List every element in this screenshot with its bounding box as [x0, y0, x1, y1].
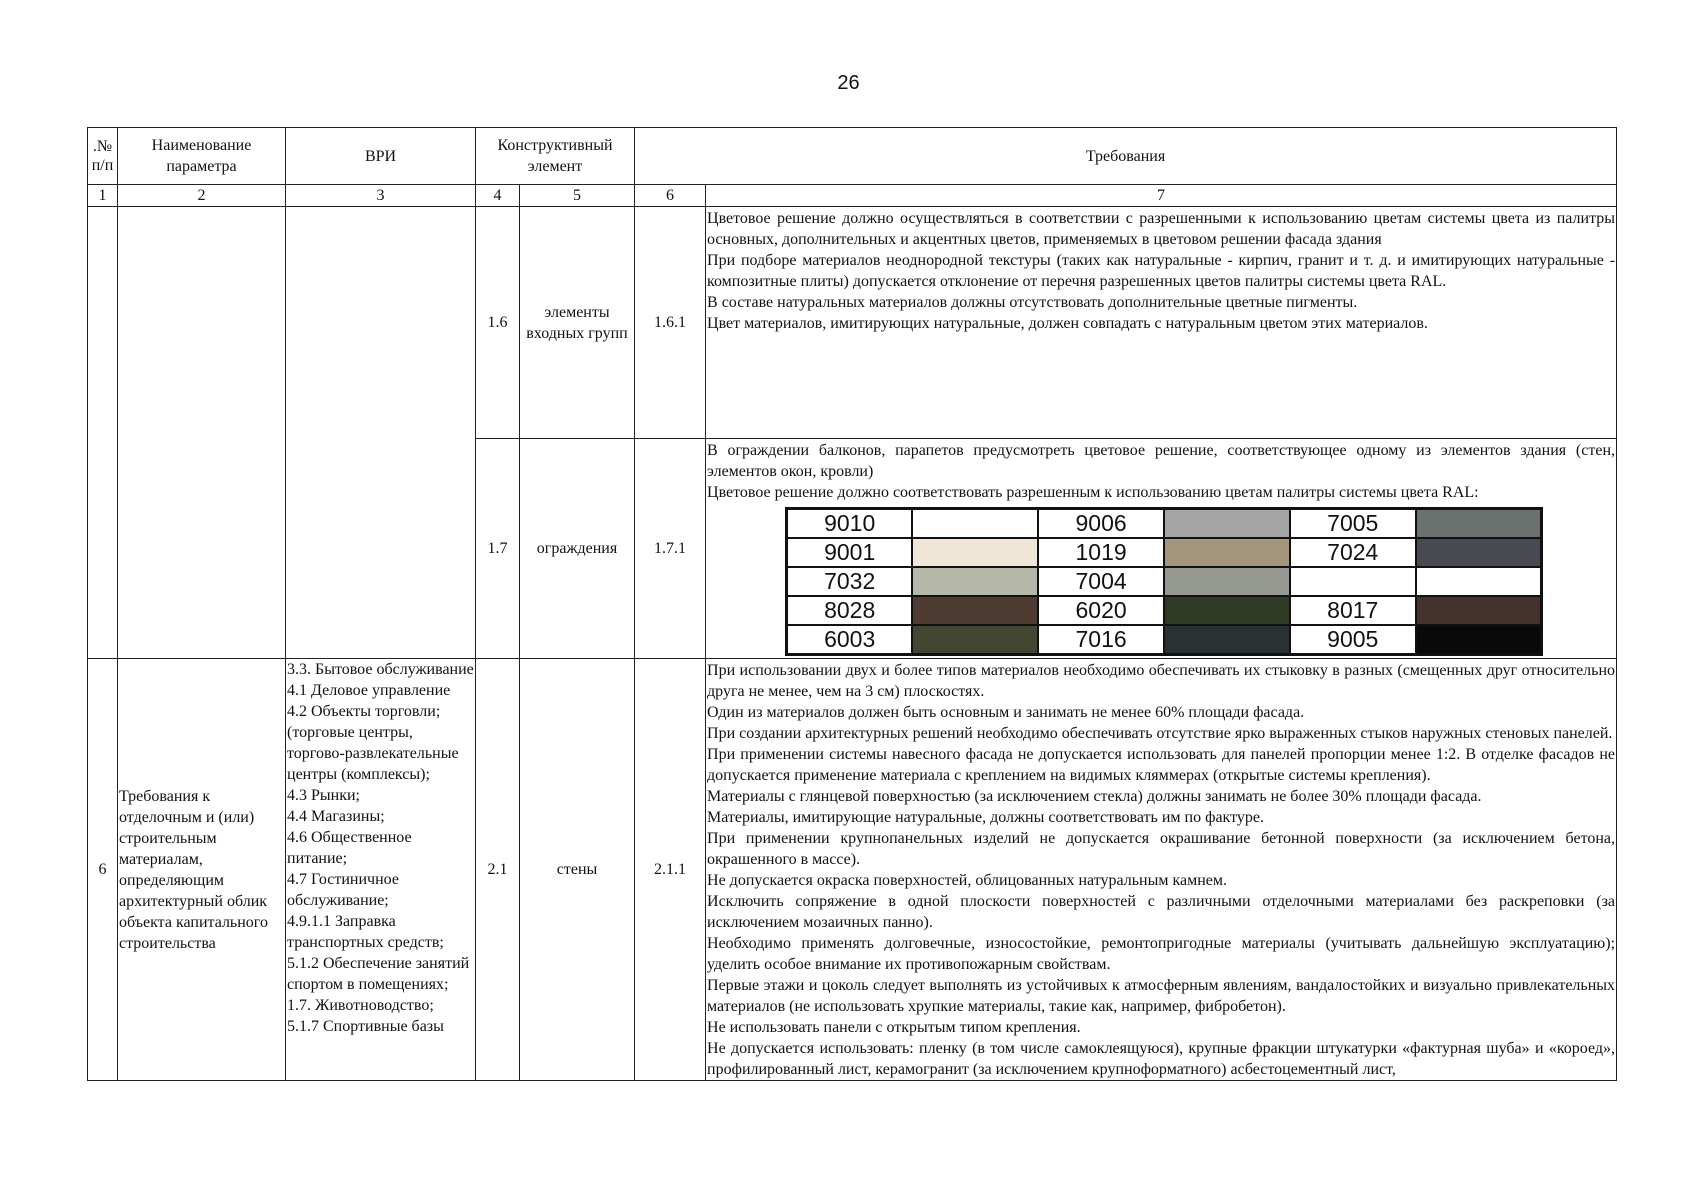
number-cell-empty: [88, 207, 118, 659]
requirement-text: Не использовать панели с открытым типом крепления.: [707, 1019, 1081, 1036]
requirement-text: Не допускается использовать: пленку (в том числе самоклеящуюся), крупные фракции штукатурки «фактурная шуба» и «короед», профилированный лист, керамогранит (за исключением крупноформатного) асбестоцементный лист,: [707, 1040, 1616, 1078]
ral-swatch: [1416, 625, 1542, 655]
ral-swatch: [1164, 625, 1290, 655]
ral-swatch: [912, 596, 1038, 625]
ral-swatch: [912, 509, 1038, 539]
column-number: 2: [118, 185, 286, 207]
element-cell: ограждения: [520, 439, 635, 659]
ral-swatch: [1416, 567, 1542, 596]
ral-code: 7005: [1290, 509, 1416, 539]
requirement-text: Первые этажи и цоколь следует выполнять из устойчивых к атмосферным явлениям, вандалостойких и визуально привлекательных материалов (не использовать хрупкие материалы, такие как, например, фибробетон).: [707, 977, 1616, 1015]
parameter-cell: Требования к отделочным и (или) строительным материалам, определяющим архитектурный облик объекта капитального строительства: [118, 659, 286, 1081]
ral-palette-table: [785, 507, 1543, 656]
requirement-text: Цветовое решение должно осуществляться в соответствии с разрешенными к использованию цветам системы цвета из палитры основных, дополнительных и акцентных цветов, применяемых в цветовом решении фасада здания: [707, 210, 1616, 248]
page-number: 26: [837, 72, 860, 94]
vri-item: 4.6 Общественное питание;: [287, 829, 412, 867]
ral-swatch: [912, 567, 1038, 596]
number-cell: 6: [88, 659, 118, 1081]
ral-swatch: [1164, 596, 1290, 625]
sub-number-cell: 2.1: [476, 659, 520, 1081]
column-numbers-row: [88, 185, 1617, 207]
requirement-text: Исключить сопряжение в одной плоскости поверхностей с различными отделочными материалами без раскреповки (за исключением мозаичных панно).: [707, 893, 1616, 931]
header-cell-number: .№ п/п: [88, 128, 118, 185]
vri-item: 4.2 Объекты торговли; (торговые центры, торгово-развлекательные центры (комплексы);: [287, 703, 459, 783]
header-row: [88, 128, 1617, 185]
ral-row: [787, 567, 1542, 596]
requirement-text: При применении системы навесного фасада не допускается использовать для панелей пропорции менее 1:2. В отделке фасадов не допускается применение материала с креплением на видимых кляммерах (открытые системы крепления).: [707, 746, 1616, 784]
vri-item: 4.3 Рынки;: [287, 787, 360, 804]
requirement-text: В составе натуральных материалов должны отсутствовать дополнительные цветные пигменты.: [707, 294, 1358, 311]
requirement-text: Цвет материалов, имитирующих натуральные, должен совпадать с натуральным цветом этих материалов.: [707, 315, 1428, 332]
requirement-text: Необходимо применять долговечные, износостойкие, ремонтопригодные материалы (учитывать дальнейшую эксплуатацию); уделить особое внимание их противопожарным свойствам.: [707, 935, 1616, 973]
requirement-number-cell: 1.6.1: [635, 207, 706, 439]
ral-swatch: [1416, 538, 1542, 567]
element-cell: стены: [520, 659, 635, 1081]
parameter-cell-empty: [118, 207, 286, 659]
ral-code: 9006: [1038, 509, 1164, 539]
ral-code: 6020: [1038, 596, 1164, 625]
vri-item: 4.7 Гостиничное обслуживание;: [287, 871, 399, 909]
requirement-text: Не допускается окраска поверхностей, облицованных натуральным камнем.: [707, 872, 1228, 889]
ral-swatch: [912, 625, 1038, 655]
requirement-text: В ограждении балконов, парапетов предусмотреть цветовое решение, соответствующее одному из элементов здания (стен, элементов окон, кровли): [707, 442, 1616, 480]
ral-code: 8028: [787, 596, 913, 625]
ral-code: 9010: [787, 509, 913, 539]
ral-swatch: [1416, 596, 1542, 625]
vri-item: 4.4 Магазины;: [287, 808, 385, 825]
column-number: 4: [476, 185, 520, 207]
ral-code: 9001: [787, 538, 913, 567]
ral-code: 6003: [787, 625, 913, 655]
column-number: 1: [88, 185, 118, 207]
requirement-text: Один из материалов должен быть основным и занимать не менее 60% площади фасада.: [707, 704, 1305, 721]
vri-item: 3.3. Бытовое обслуживание: [287, 661, 474, 678]
column-number: 5: [520, 185, 635, 207]
ral-code: [1290, 567, 1416, 596]
ral-swatch: [1416, 509, 1542, 539]
sub-number-cell: 1.6: [476, 207, 520, 439]
vri-item: 4.1 Деловое управление: [287, 682, 451, 699]
ral-row: [787, 509, 1542, 539]
vri-item: 4.9.1.1 Заправка транспортных средств;: [287, 913, 444, 951]
vri-cell-empty: [286, 207, 476, 659]
column-number: 7: [706, 185, 1617, 207]
ral-code: 8017: [1290, 596, 1416, 625]
vri-item: 5.1.7 Спортивные базы: [287, 1018, 444, 1035]
header-cell-element: Конструктивный элемент: [476, 128, 635, 185]
vri-item: 5.1.2 Обеспечение занятий спортом в помещениях;: [287, 955, 470, 993]
requirement-text: Цветовое решение должно соответствовать разрешенным к использованию цветам палитры системы цвета RAL:: [707, 484, 1479, 501]
vri-cell: [286, 659, 476, 1081]
ral-code: 1019: [1038, 538, 1164, 567]
ral-code: 7024: [1290, 538, 1416, 567]
column-number: 3: [286, 185, 476, 207]
requirements-cell: [706, 439, 1617, 659]
requirement-text: При создании архитектурных решений необходимо обеспечивать отсутствие ярко выраженных стыков наружных стеновых панелей.: [707, 725, 1613, 742]
requirements-cell: [706, 207, 1617, 439]
ral-swatch: [1164, 538, 1290, 567]
vri-item: 1.7. Животноводство;: [287, 997, 434, 1014]
ral-swatch: [912, 538, 1038, 567]
ral-swatch: [1164, 509, 1290, 539]
ral-palette: [785, 507, 1615, 656]
requirements-table: [87, 127, 1617, 1081]
requirement-number-cell: 1.7.1: [635, 439, 706, 659]
requirement-text: При применении крупнопанельных изделий не допускается окрашивание бетонной поверхности (за исключением бетона, окрашенного в массе).: [707, 830, 1616, 868]
requirements-cell: [706, 659, 1617, 1081]
requirement-number-cell: 2.1.1: [635, 659, 706, 1081]
ral-code: 7004: [1038, 567, 1164, 596]
ral-row: [787, 625, 1542, 655]
ral-code: 7032: [787, 567, 913, 596]
table-row: [88, 659, 1617, 1081]
requirement-text: Материалы с глянцевой поверхностью (за исключением стекла) должны занимать не более 30% площади фасада.: [707, 788, 1482, 805]
ral-row: [787, 596, 1542, 625]
requirement-text: При использовании двух и более типов материалов необходимо обеспечивать их стыковку в разных (смещенных друг относительно друга не менее, чем на 3 см) плоскостях.: [707, 662, 1616, 700]
table-row: [88, 207, 1617, 439]
header-cell-requirements: Требования: [635, 128, 1617, 185]
requirement-text: При подборе материалов неоднородной текстуры (таких как натуральные - кирпич, гранит и т. д. и имитирующих натуральные - композитные плиты) допускается отклонение от перечня разрешенных цветов палитры системы цвета RAL.: [707, 252, 1616, 290]
ral-row: [787, 538, 1542, 567]
header-cell-vri: ВРИ: [286, 128, 476, 185]
ral-code: 9005: [1290, 625, 1416, 655]
requirement-text: Материалы, имитирующие натуральные, должны соответствовать им по фактуре.: [707, 809, 1264, 826]
column-number: 6: [635, 185, 706, 207]
element-cell: элементы входных групп: [520, 207, 635, 439]
sub-number-cell: 1.7: [476, 439, 520, 659]
ral-code: 7016: [1038, 625, 1164, 655]
header-cell-parameter: Наименование параметра: [118, 128, 286, 185]
ral-swatch: [1164, 567, 1290, 596]
